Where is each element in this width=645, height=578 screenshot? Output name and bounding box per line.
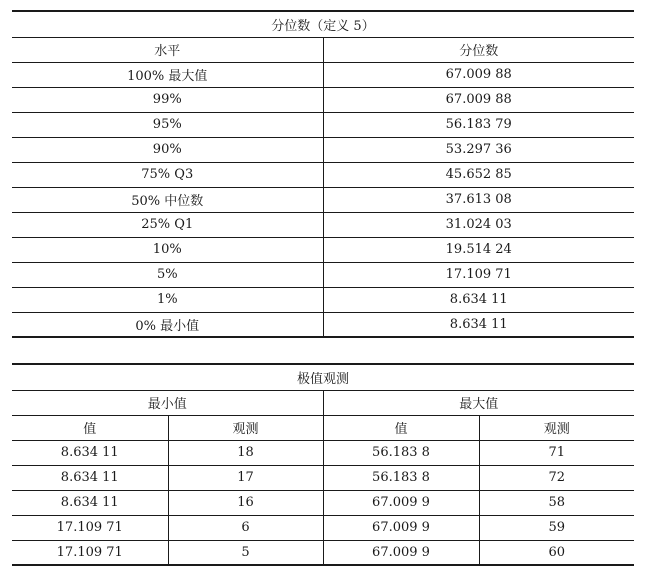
- extreme-row: [12, 540, 634, 565]
- extreme-body: [12, 440, 634, 565]
- quantile-level-cell: 99%: [12, 87, 323, 112]
- quantile-value-cell: 67.009 88: [323, 62, 634, 87]
- extreme-sub-header-row: [12, 415, 634, 440]
- max-value-cell: 67.009 9: [323, 515, 479, 540]
- min-value-cell: 8.634 11: [12, 440, 168, 465]
- extreme-row: [12, 440, 634, 465]
- max-group-header: 最大值: [323, 390, 634, 415]
- quantile-value-cell: 45.652 85: [323, 162, 634, 187]
- extreme-table: [12, 363, 634, 566]
- level-header: 水平: [12, 37, 323, 62]
- max-value-cell: 56.183 8: [323, 465, 479, 490]
- min-value-cell: 8.634 11: [12, 490, 168, 515]
- quantile-level-cell: 75% Q3: [12, 162, 323, 187]
- max-obs-cell: 58: [479, 490, 634, 515]
- max-obs-cell: 59: [479, 515, 634, 540]
- quantile-body: [12, 62, 634, 337]
- min-value-cell: 17.109 71: [12, 540, 168, 565]
- quantile-table-title: 分位数（定义 5）: [271, 18, 375, 34]
- max-obs-header: 观测: [479, 415, 634, 440]
- min-obs-cell: 5: [168, 540, 323, 565]
- quantile-level-cell: 5%: [12, 262, 323, 287]
- min-obs-cell: 17: [168, 465, 323, 490]
- max-value-cell: 56.183 8: [323, 440, 479, 465]
- extreme-table-title: 极值观测: [297, 371, 350, 387]
- max-obs-cell: 60: [479, 540, 634, 565]
- quantile-row: [12, 162, 634, 187]
- quantile-level-cell: 95%: [12, 112, 323, 137]
- quantile-level-cell: 1%: [12, 287, 323, 312]
- extreme-group-header-row: [12, 390, 634, 415]
- quantile-row: [12, 62, 634, 87]
- extreme-row: [12, 515, 634, 540]
- quantile-level-cell: 10%: [12, 237, 323, 262]
- quantile-row: [12, 137, 634, 162]
- quantile-table: [12, 10, 634, 338]
- quantile-row: [12, 87, 634, 112]
- min-value-cell: 8.634 11: [12, 465, 168, 490]
- min-obs-cell: 6: [168, 515, 323, 540]
- quantile-header: 分位数: [323, 37, 634, 62]
- quantile-value-cell: 56.183 79: [323, 112, 634, 137]
- max-value-cell: 67.009 9: [323, 540, 479, 565]
- quantile-level-cell: 25% Q1: [12, 212, 323, 237]
- quantile-value-cell: 67.009 88: [323, 87, 634, 112]
- quantile-row: [12, 287, 634, 312]
- quantile-row: [12, 312, 634, 337]
- quantile-level-cell: 90%: [12, 137, 323, 162]
- quantile-row: [12, 112, 634, 137]
- quantile-value-cell: 19.514 24: [323, 237, 634, 262]
- quantile-row: [12, 187, 634, 212]
- quantile-value-cell: 53.297 36: [323, 137, 634, 162]
- quantile-value-cell: 37.613 08: [323, 187, 634, 212]
- quantile-value-cell: 8.634 11: [323, 312, 634, 337]
- min-obs-cell: 16: [168, 490, 323, 515]
- extreme-row: [12, 490, 634, 515]
- quantile-title-row: [12, 11, 634, 37]
- max-value-cell: 67.009 9: [323, 490, 479, 515]
- quantile-value-cell: 8.634 11: [323, 287, 634, 312]
- quantile-value-cell: 17.109 71: [323, 262, 634, 287]
- quantile-row: [12, 237, 634, 262]
- extreme-row: [12, 465, 634, 490]
- max-obs-cell: 72: [479, 465, 634, 490]
- max-obs-cell: 71: [479, 440, 634, 465]
- min-obs-cell: 18: [168, 440, 323, 465]
- min-group-header: 最小值: [12, 390, 323, 415]
- quantile-level-cell: 50% 中位数: [12, 187, 323, 212]
- quantile-value-cell: 31.024 03: [323, 212, 634, 237]
- max-value-header: 值: [323, 415, 479, 440]
- extreme-title-row: [12, 364, 634, 390]
- quantile-row: [12, 212, 634, 237]
- quantile-level-cell: 0% 最小值: [12, 312, 323, 337]
- min-value-header: 值: [12, 415, 168, 440]
- quantile-header-row: [12, 37, 634, 62]
- min-value-cell: 17.109 71: [12, 515, 168, 540]
- quantile-level-cell: 100% 最大值: [12, 62, 323, 87]
- min-obs-header: 观测: [168, 415, 323, 440]
- quantile-row: [12, 262, 634, 287]
